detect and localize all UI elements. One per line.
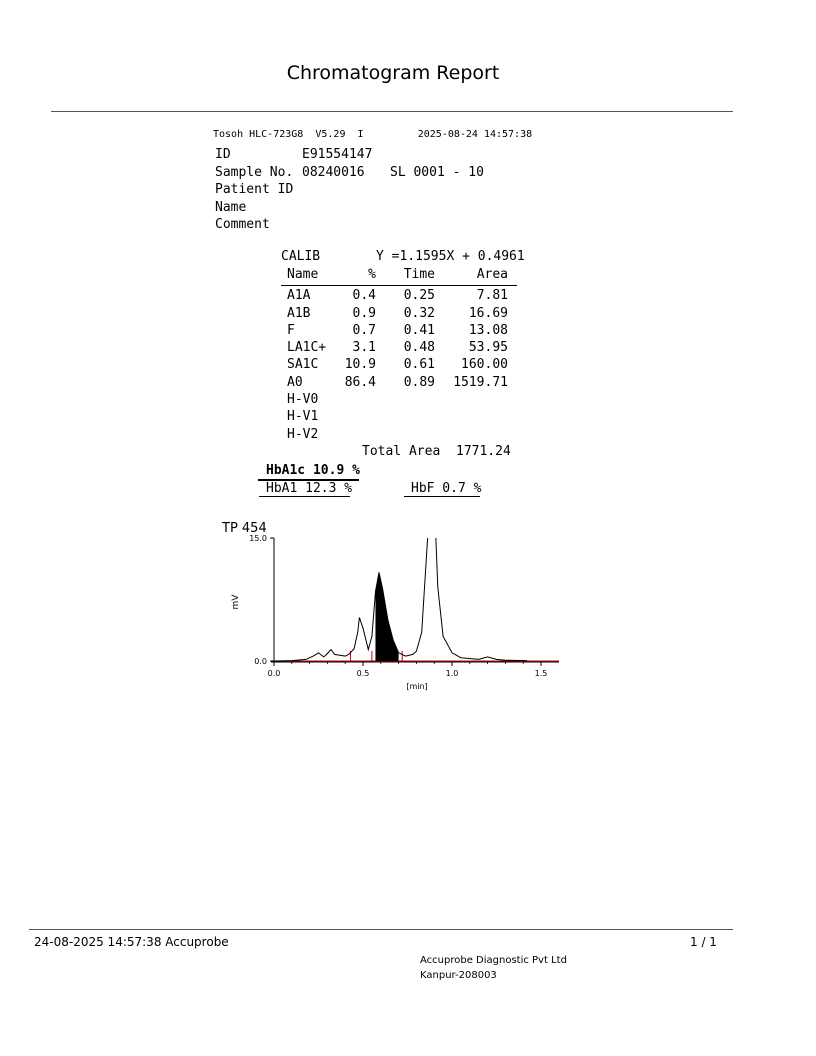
chart-plot-area: [274, 515, 527, 661]
total-area-value: 1771.24: [456, 444, 511, 459]
peak-table-body: [287, 288, 517, 444]
peak-name: A1B: [287, 305, 311, 321]
table-row: [287, 288, 517, 305]
footer-divider: [29, 929, 733, 930]
peak-time: 0.41: [403, 322, 435, 338]
table-row: [287, 306, 517, 323]
x-tick-label: 1.0: [445, 669, 459, 678]
id-label: ID: [215, 147, 231, 162]
calib-label: CALIB: [281, 249, 321, 264]
calibration-line: [281, 249, 525, 264]
footer-page-number: 1 / 1: [690, 935, 717, 949]
comment-label: Comment: [215, 217, 270, 232]
col-header-area: Area: [476, 267, 508, 282]
sample-no-value: 08240016: [302, 164, 365, 180]
peak-name: LA1C+: [287, 340, 327, 356]
peak-area: 13.08: [468, 322, 508, 338]
peak-percent: 0.9: [352, 305, 376, 321]
instrument-model: Tosoh HLC-723G8: [213, 129, 304, 140]
chromatogram-trace: [274, 515, 527, 661]
instrument-header: [213, 129, 532, 140]
peak-percent: 10.9: [344, 357, 376, 373]
calib-equation: Y =1.1595X + 0.4961: [376, 249, 525, 264]
peak-time: 0.25: [403, 288, 435, 304]
peak-area: 7.81: [476, 288, 508, 304]
chromatogram-chart: [210, 515, 570, 695]
table-header-rule: [281, 285, 517, 286]
peak-percent: 86.4: [344, 374, 376, 390]
table-row: [287, 340, 517, 357]
peak-table: [287, 267, 517, 444]
peak-name: A1A: [287, 288, 311, 304]
x-tick-label: 0.5: [356, 669, 370, 678]
peak-time: 0.61: [403, 357, 435, 373]
table-row: [287, 323, 517, 340]
peak-area: 16.69: [468, 305, 508, 321]
table-row: [287, 427, 517, 444]
chart-title: TP 454: [222, 521, 267, 536]
table-row: [287, 375, 517, 392]
peak-area: 160.00: [461, 357, 508, 373]
peak-name: F: [287, 322, 295, 338]
patient-id-label: Patient ID: [215, 182, 294, 197]
footer-address: Kanpur-208003: [420, 970, 497, 981]
peak-name: H-V0: [287, 392, 319, 408]
peak-percent: 0.4: [352, 288, 376, 304]
peak-time: 0.32: [403, 305, 435, 321]
peak-name: H-V1: [287, 409, 319, 425]
table-row: [287, 392, 517, 409]
x-tick-label: 1.5: [534, 669, 548, 678]
title-divider: [51, 111, 733, 112]
peak-time: 0.89: [403, 374, 435, 390]
table-row: [287, 409, 517, 426]
instrument-flag: I: [357, 129, 364, 140]
col-header-time: Time: [403, 267, 435, 282]
hba1-underline: [259, 496, 350, 497]
total-area-label: Total Area: [362, 444, 441, 459]
report-title: Chromatogram Report: [286, 62, 500, 84]
hba1c-result: HbA1c 10.9 %: [266, 463, 360, 478]
chart-xlabel: [min]: [406, 682, 428, 691]
hbf-underline: [404, 496, 480, 497]
name-label: Name: [215, 199, 247, 215]
instrument-datetime: 2025-08-24 14:57:38: [417, 129, 533, 140]
table-row: [287, 357, 517, 374]
x-tick-label: 0.0: [267, 669, 281, 678]
peak-name: H-V2: [287, 426, 319, 442]
peak-percent: 3.1: [352, 340, 376, 356]
peak-name: A0: [287, 374, 303, 390]
sl-value: SL 0001 - 10: [390, 164, 484, 180]
chart-axes: [249, 534, 559, 678]
y-tick-label: 15.0: [249, 534, 267, 543]
col-header-name: Name: [287, 267, 319, 282]
peak-table-header: [287, 267, 517, 284]
peak-area: 53.95: [468, 340, 508, 356]
peak-time: 0.48: [403, 340, 435, 356]
peak-name: SA1C: [287, 357, 319, 373]
col-header-pct: %: [368, 267, 376, 282]
footer-company: Accuprobe Diagnostic Pvt Ltd: [420, 955, 567, 966]
sample-no-label: Sample No.: [215, 164, 294, 180]
footer-print-info: 24-08-2025 14:57:38 Accuprobe: [34, 935, 229, 949]
id-value: E91554147: [302, 147, 373, 162]
hba1-result: HbA1 12.3 %: [266, 481, 353, 496]
instrument-version: V5.29: [315, 129, 346, 140]
hbf-result: HbF 0.7 %: [411, 481, 482, 496]
y-tick-label: 0.0: [254, 657, 267, 666]
chart-ylabel: mV: [231, 594, 241, 610]
peak-area: 1519.71: [453, 374, 508, 390]
peak-percent: 0.7: [352, 322, 376, 338]
